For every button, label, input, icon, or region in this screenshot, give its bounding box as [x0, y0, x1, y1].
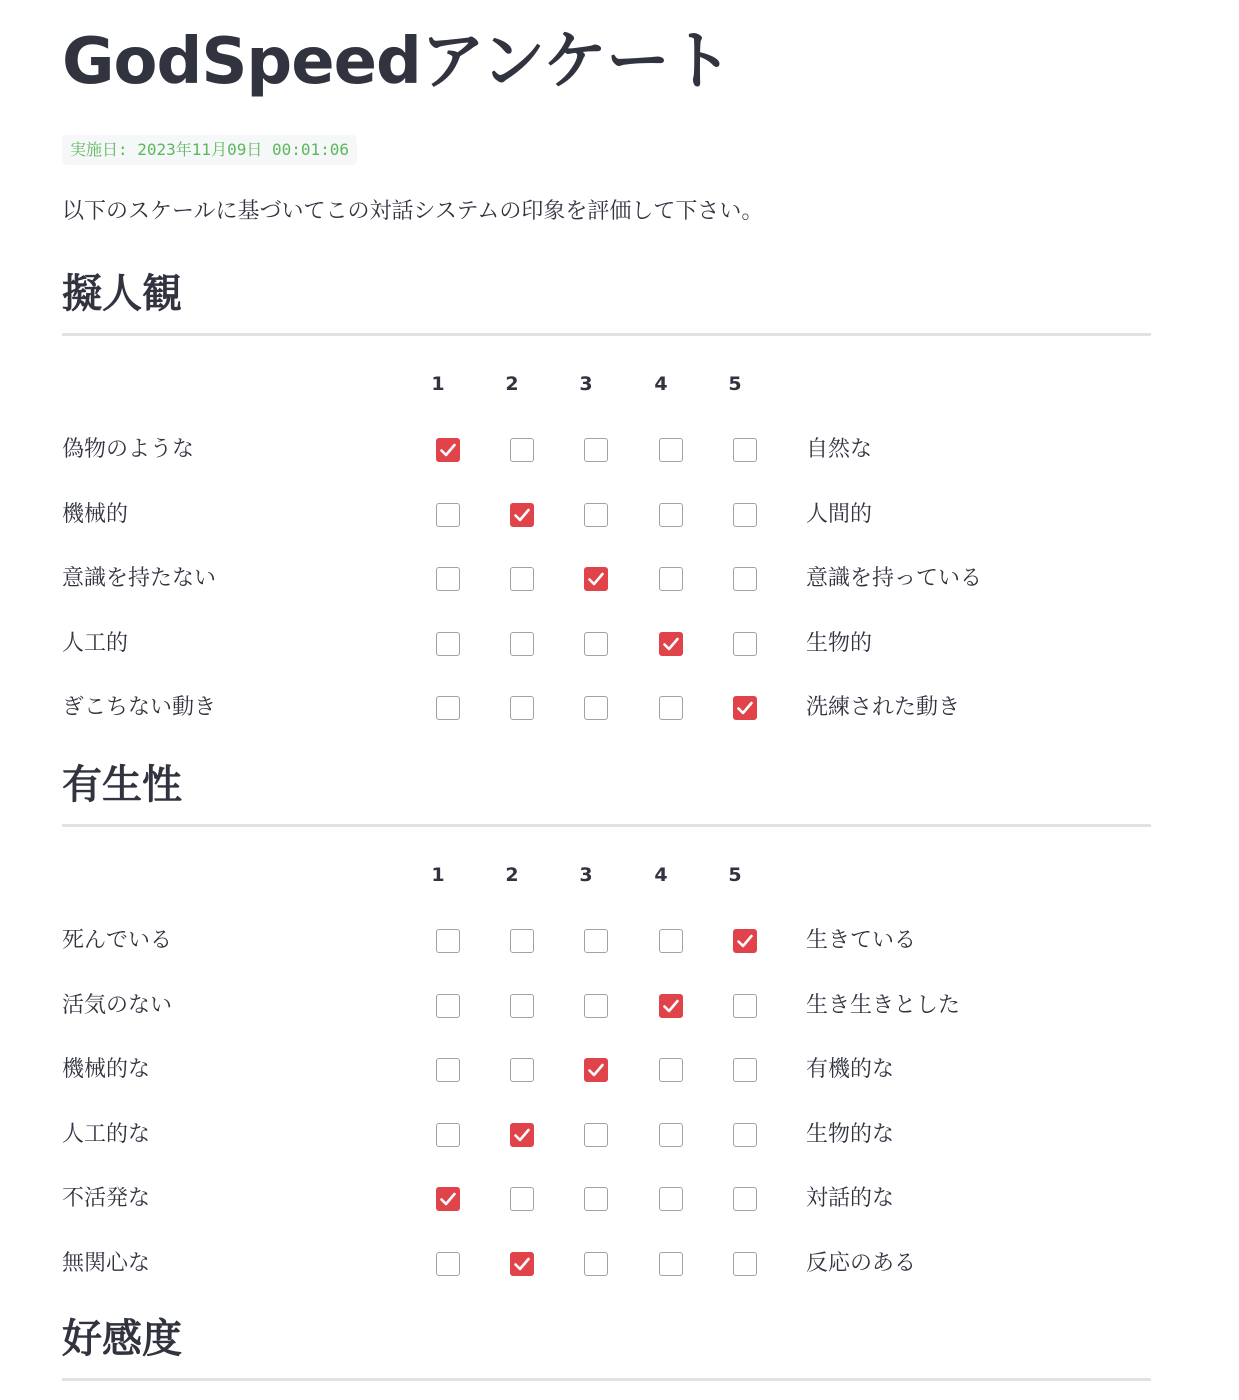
scale-header-4: 4 [654, 864, 668, 886]
check-icon [588, 572, 604, 586]
scale-right-label: 反応のある [806, 1250, 917, 1276]
rating-checkbox-1[interactable] [436, 994, 460, 1018]
scale-right-label: 生物的 [806, 630, 873, 656]
rating-checkbox-1[interactable] [436, 1252, 460, 1276]
scale-right-label: 生き生きとした [806, 992, 961, 1018]
rating-checkbox-4[interactable] [659, 1252, 683, 1276]
rating-checkbox-3[interactable] [584, 1058, 608, 1082]
rating-checkbox-2[interactable] [510, 438, 534, 462]
rating-checkbox-1[interactable] [436, 1058, 460, 1082]
rating-checkbox-2[interactable] [510, 994, 534, 1018]
rating-checkbox-5[interactable] [733, 438, 757, 462]
scale-header-5: 5 [728, 864, 742, 886]
rating-checkbox-5[interactable] [733, 929, 757, 953]
check-icon [514, 1257, 530, 1271]
section-1 [62, 268, 1151, 720]
check-icon [663, 637, 679, 651]
section-3 [62, 1313, 1151, 1365]
rating-checkbox-3[interactable] [584, 503, 608, 527]
rating-checkbox-5[interactable] [733, 696, 757, 720]
scale-right-label: 生物的な [806, 1121, 895, 1147]
rating-checkbox-1[interactable] [436, 438, 460, 462]
scale-left-label: 偽物のような [62, 437, 195, 462]
section-title: 擬人観 [62, 271, 182, 317]
scale-right-label: 対話的な [806, 1186, 895, 1211]
scale-left-label: ぎこちない動き [62, 695, 217, 720]
scale-left-label: 不活発な [62, 1186, 151, 1211]
scale-right-label: 意識を持っている [806, 566, 983, 591]
check-icon [440, 1192, 456, 1206]
intro-text: 以下のスケールに基づいてこの対話システムの印象を評価して下さい。 [62, 199, 764, 224]
section-title: 有生性 [62, 762, 182, 808]
section-divider [62, 333, 1151, 336]
scale-header-1: 1 [431, 864, 445, 886]
rating-checkbox-3[interactable] [584, 438, 608, 462]
rating-checkbox-5[interactable] [733, 503, 757, 527]
rating-checkbox-3[interactable] [584, 929, 608, 953]
rating-checkbox-2[interactable] [510, 1058, 534, 1082]
rating-checkbox-3[interactable] [584, 567, 608, 591]
rating-checkbox-1[interactable] [436, 1187, 460, 1211]
rating-checkbox-2[interactable] [510, 1252, 534, 1276]
rating-checkbox-4[interactable] [659, 438, 683, 462]
check-icon [514, 1128, 530, 1142]
rating-checkbox-4[interactable] [659, 1058, 683, 1082]
rating-checkbox-1[interactable] [436, 567, 460, 591]
section-divider [62, 824, 1151, 827]
rating-checkbox-1[interactable] [436, 929, 460, 953]
section-2 [62, 759, 1151, 1276]
scale-left-label: 無関心な [62, 1250, 151, 1276]
section-title: 好感度 [62, 1316, 182, 1362]
rating-checkbox-2[interactable] [510, 503, 534, 527]
rating-checkbox-4[interactable] [659, 929, 683, 953]
rating-checkbox-3[interactable] [584, 994, 608, 1018]
scale-header-2: 2 [505, 864, 519, 886]
rating-checkbox-2[interactable] [510, 567, 534, 591]
check-icon [737, 934, 753, 948]
page-title: GodSpeedアンケート [62, 25, 733, 99]
scale-right-label: 人間的 [806, 501, 873, 527]
date-badge: 実施日: 2023年11月09日 00:01:06 [62, 135, 357, 165]
rating-checkbox-2[interactable] [510, 632, 534, 656]
rating-checkbox-5[interactable] [733, 567, 757, 591]
rating-checkbox-3[interactable] [584, 696, 608, 720]
rating-checkbox-3[interactable] [584, 1252, 608, 1276]
rating-checkbox-5[interactable] [733, 632, 757, 656]
check-icon [663, 999, 679, 1013]
rating-checkbox-4[interactable] [659, 632, 683, 656]
rating-checkbox-3[interactable] [584, 1123, 608, 1147]
section-divider [62, 1378, 1151, 1381]
rating-checkbox-2[interactable] [510, 1123, 534, 1147]
scale-header-5: 5 [728, 373, 742, 395]
check-icon [514, 508, 530, 522]
rating-checkbox-5[interactable] [733, 1252, 757, 1276]
rating-checkbox-4[interactable] [659, 696, 683, 720]
rating-checkbox-4[interactable] [659, 1187, 683, 1211]
rating-checkbox-2[interactable] [510, 929, 534, 953]
rating-checkbox-4[interactable] [659, 503, 683, 527]
scale-left-label: 機械的 [62, 501, 129, 527]
rating-checkbox-3[interactable] [584, 632, 608, 656]
scale-header-2: 2 [505, 373, 519, 395]
rating-checkbox-2[interactable] [510, 1187, 534, 1211]
rating-checkbox-5[interactable] [733, 1123, 757, 1147]
rating-checkbox-5[interactable] [733, 1187, 757, 1211]
rating-checkbox-4[interactable] [659, 994, 683, 1018]
scale-right-label: 生きている [806, 928, 917, 953]
scale-left-label: 機械的な [62, 1057, 151, 1082]
scale-right-label: 洗練された動き [806, 695, 961, 720]
rating-checkbox-1[interactable] [436, 632, 460, 656]
rating-checkbox-1[interactable] [436, 696, 460, 720]
scale-header-1: 1 [431, 373, 445, 395]
rating-checkbox-1[interactable] [436, 1123, 460, 1147]
rating-checkbox-5[interactable] [733, 1058, 757, 1082]
rating-checkbox-1[interactable] [436, 503, 460, 527]
scale-header-3: 3 [579, 864, 593, 886]
check-icon [737, 701, 753, 715]
scale-right-label: 自然な [806, 437, 873, 462]
rating-checkbox-4[interactable] [659, 567, 683, 591]
scale-left-label: 意識を持たない [62, 566, 217, 591]
rating-checkbox-2[interactable] [510, 696, 534, 720]
check-icon [588, 1063, 604, 1077]
rating-checkbox-4[interactable] [659, 1123, 683, 1147]
scale-left-label: 人工的な [62, 1121, 151, 1147]
scale-header-4: 4 [654, 373, 668, 395]
check-icon [440, 443, 456, 457]
scale-left-label: 死んでいる [62, 928, 173, 953]
scale-left-label: 活気のない [62, 992, 173, 1018]
scale-left-label: 人工的 [62, 630, 129, 656]
rating-checkbox-3[interactable] [584, 1187, 608, 1211]
scale-right-label: 有機的な [806, 1057, 895, 1082]
rating-checkbox-5[interactable] [733, 994, 757, 1018]
scale-header-3: 3 [579, 373, 593, 395]
